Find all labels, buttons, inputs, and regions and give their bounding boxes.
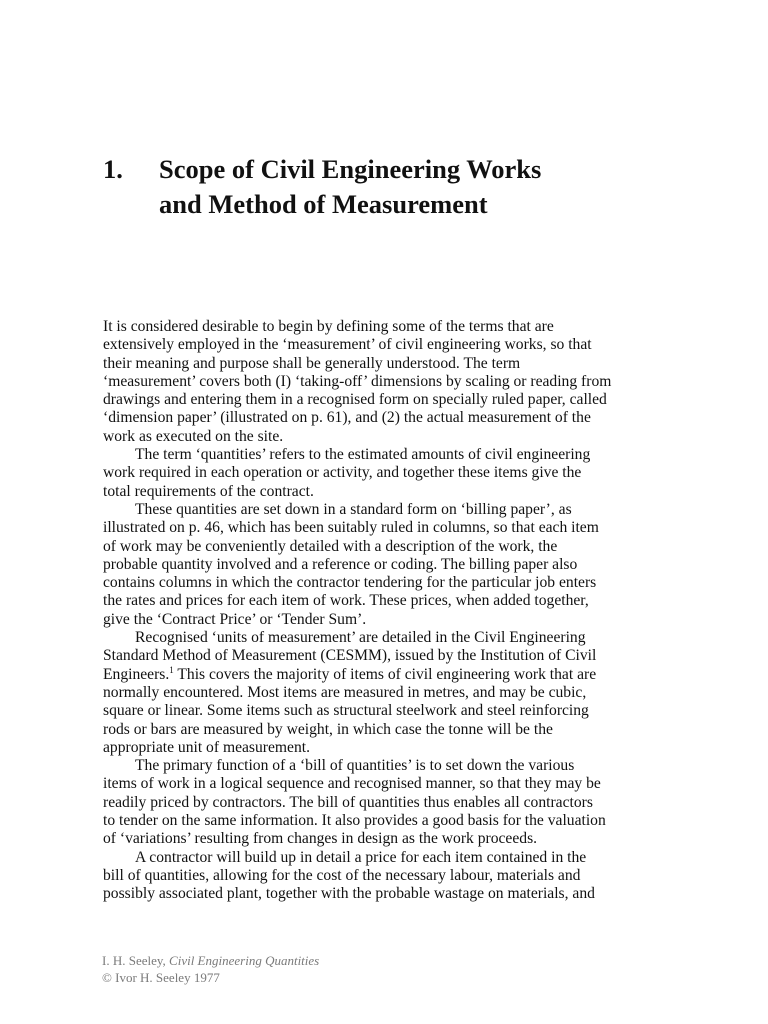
text-fragment: Engineers. [103,665,170,683]
chapter-title-line: and Method of Measurement [159,189,488,219]
text-line: of ‘variations’ resulting from changes in design as the work proceeds. [103,830,538,848]
text-line: items of work in a logical sequence and recognised manner, so that they may be [103,775,601,793]
chapter-title [159,152,699,222]
text-line: work as executed on the site. [103,427,284,445]
text-line: give the ‘Contract Price’ or ‘Tender Sum’. [103,610,367,628]
text-line: square or linear. Some items such as structural steelwork and steel reinforcing [103,702,589,720]
text-line: illustrated on p. 46, which has been suitably ruled in columns, so that each item [103,519,599,537]
text-line: of work may be conveniently detailed with a description of the work, the [103,537,558,555]
text-line: It is considered desirable to begin by defining some of the terms that are [103,318,554,335]
footnote-reference: 1 [169,664,174,675]
text-fragment: This covers the majority of items of civil engineering work that are [173,665,597,683]
text-line: Recognised ‘units of measurement’ are detailed in the Civil Engineering [135,629,586,647]
chapter-title-line: Scope of Civil Engineering Works [159,154,542,184]
citation-author: I. H. Seeley, [102,953,170,968]
copyright-line: © Ivor H. Seeley 1977 [102,970,220,985]
text-line: rods or bars are measured by weight, in which case the tonne will be the [103,720,553,738]
text-line: extensively employed in the ‘measurement’ of civil engineering works, so that [103,336,592,354]
text-line: their meaning and purpose shall be generally understood. The term [103,354,521,372]
text-line: total requirements of the contract. [103,482,314,500]
body-text [103,318,663,904]
text-line: to tender on the same information. It also provides a good basis for the valuation [103,812,606,830]
citation-book-title: Civil Engineering Quantities [169,953,320,968]
paragraph-3 [103,501,663,629]
paragraph-1 [103,318,663,446]
paragraph-4 [103,629,663,757]
paragraph-2 [103,446,663,501]
text-line: the rates and prices for each item of work. These prices, when added together, [103,592,589,610]
text-line: A contractor will build up in detail a price for each item contained in the [135,848,587,866]
text-line: ‘measurement’ covers both (I) ‘taking-off’ dimensions by scaling or reading from [103,372,612,390]
text-line: contains columns in which the contractor tendering for the particular job enters [103,574,597,592]
text-line: These quantities are set down in a standard form on ‘billing paper’, as [135,500,572,518]
text-line: normally encountered. Most items are measured in metres, and may be cubic, [103,683,587,701]
citation-footer [102,952,319,986]
text-line [103,666,663,684]
text-line: Standard Method of Measurement (CESMM), issued by the Institution of Civil [103,647,597,665]
text-line: ‘dimension paper’ (illustrated on p. 61), and (2) the actual measurement of the [103,409,591,427]
text-line: The term ‘quantities’ refers to the estimated amounts of civil engineering [135,446,591,464]
citation-line [102,952,319,969]
text-line: work required in each operation or activity, and together these items give the [103,464,582,482]
paragraph-5 [103,757,663,848]
chapter-number: 1. [103,154,123,184]
text-line: possibly associated plant, together with the probable wastage on materials, and [103,885,595,903]
text-line: bill of quantities, allowing for the cost of the necessary labour, materials and [103,866,581,884]
text-line: appropriate unit of measurement. [103,738,310,756]
text-line: probable quantity involved and a reference or coding. The billing paper also [103,555,578,573]
text-line: The primary function of a ‘bill of quantities’ is to set down the various [135,757,575,775]
paragraph-6 [103,849,663,904]
text-line: drawings and entering them in a recognised form on specially ruled paper, called [103,391,607,409]
text-line: readily priced by contractors. The bill of quantities thus enables all contractors [103,793,593,811]
